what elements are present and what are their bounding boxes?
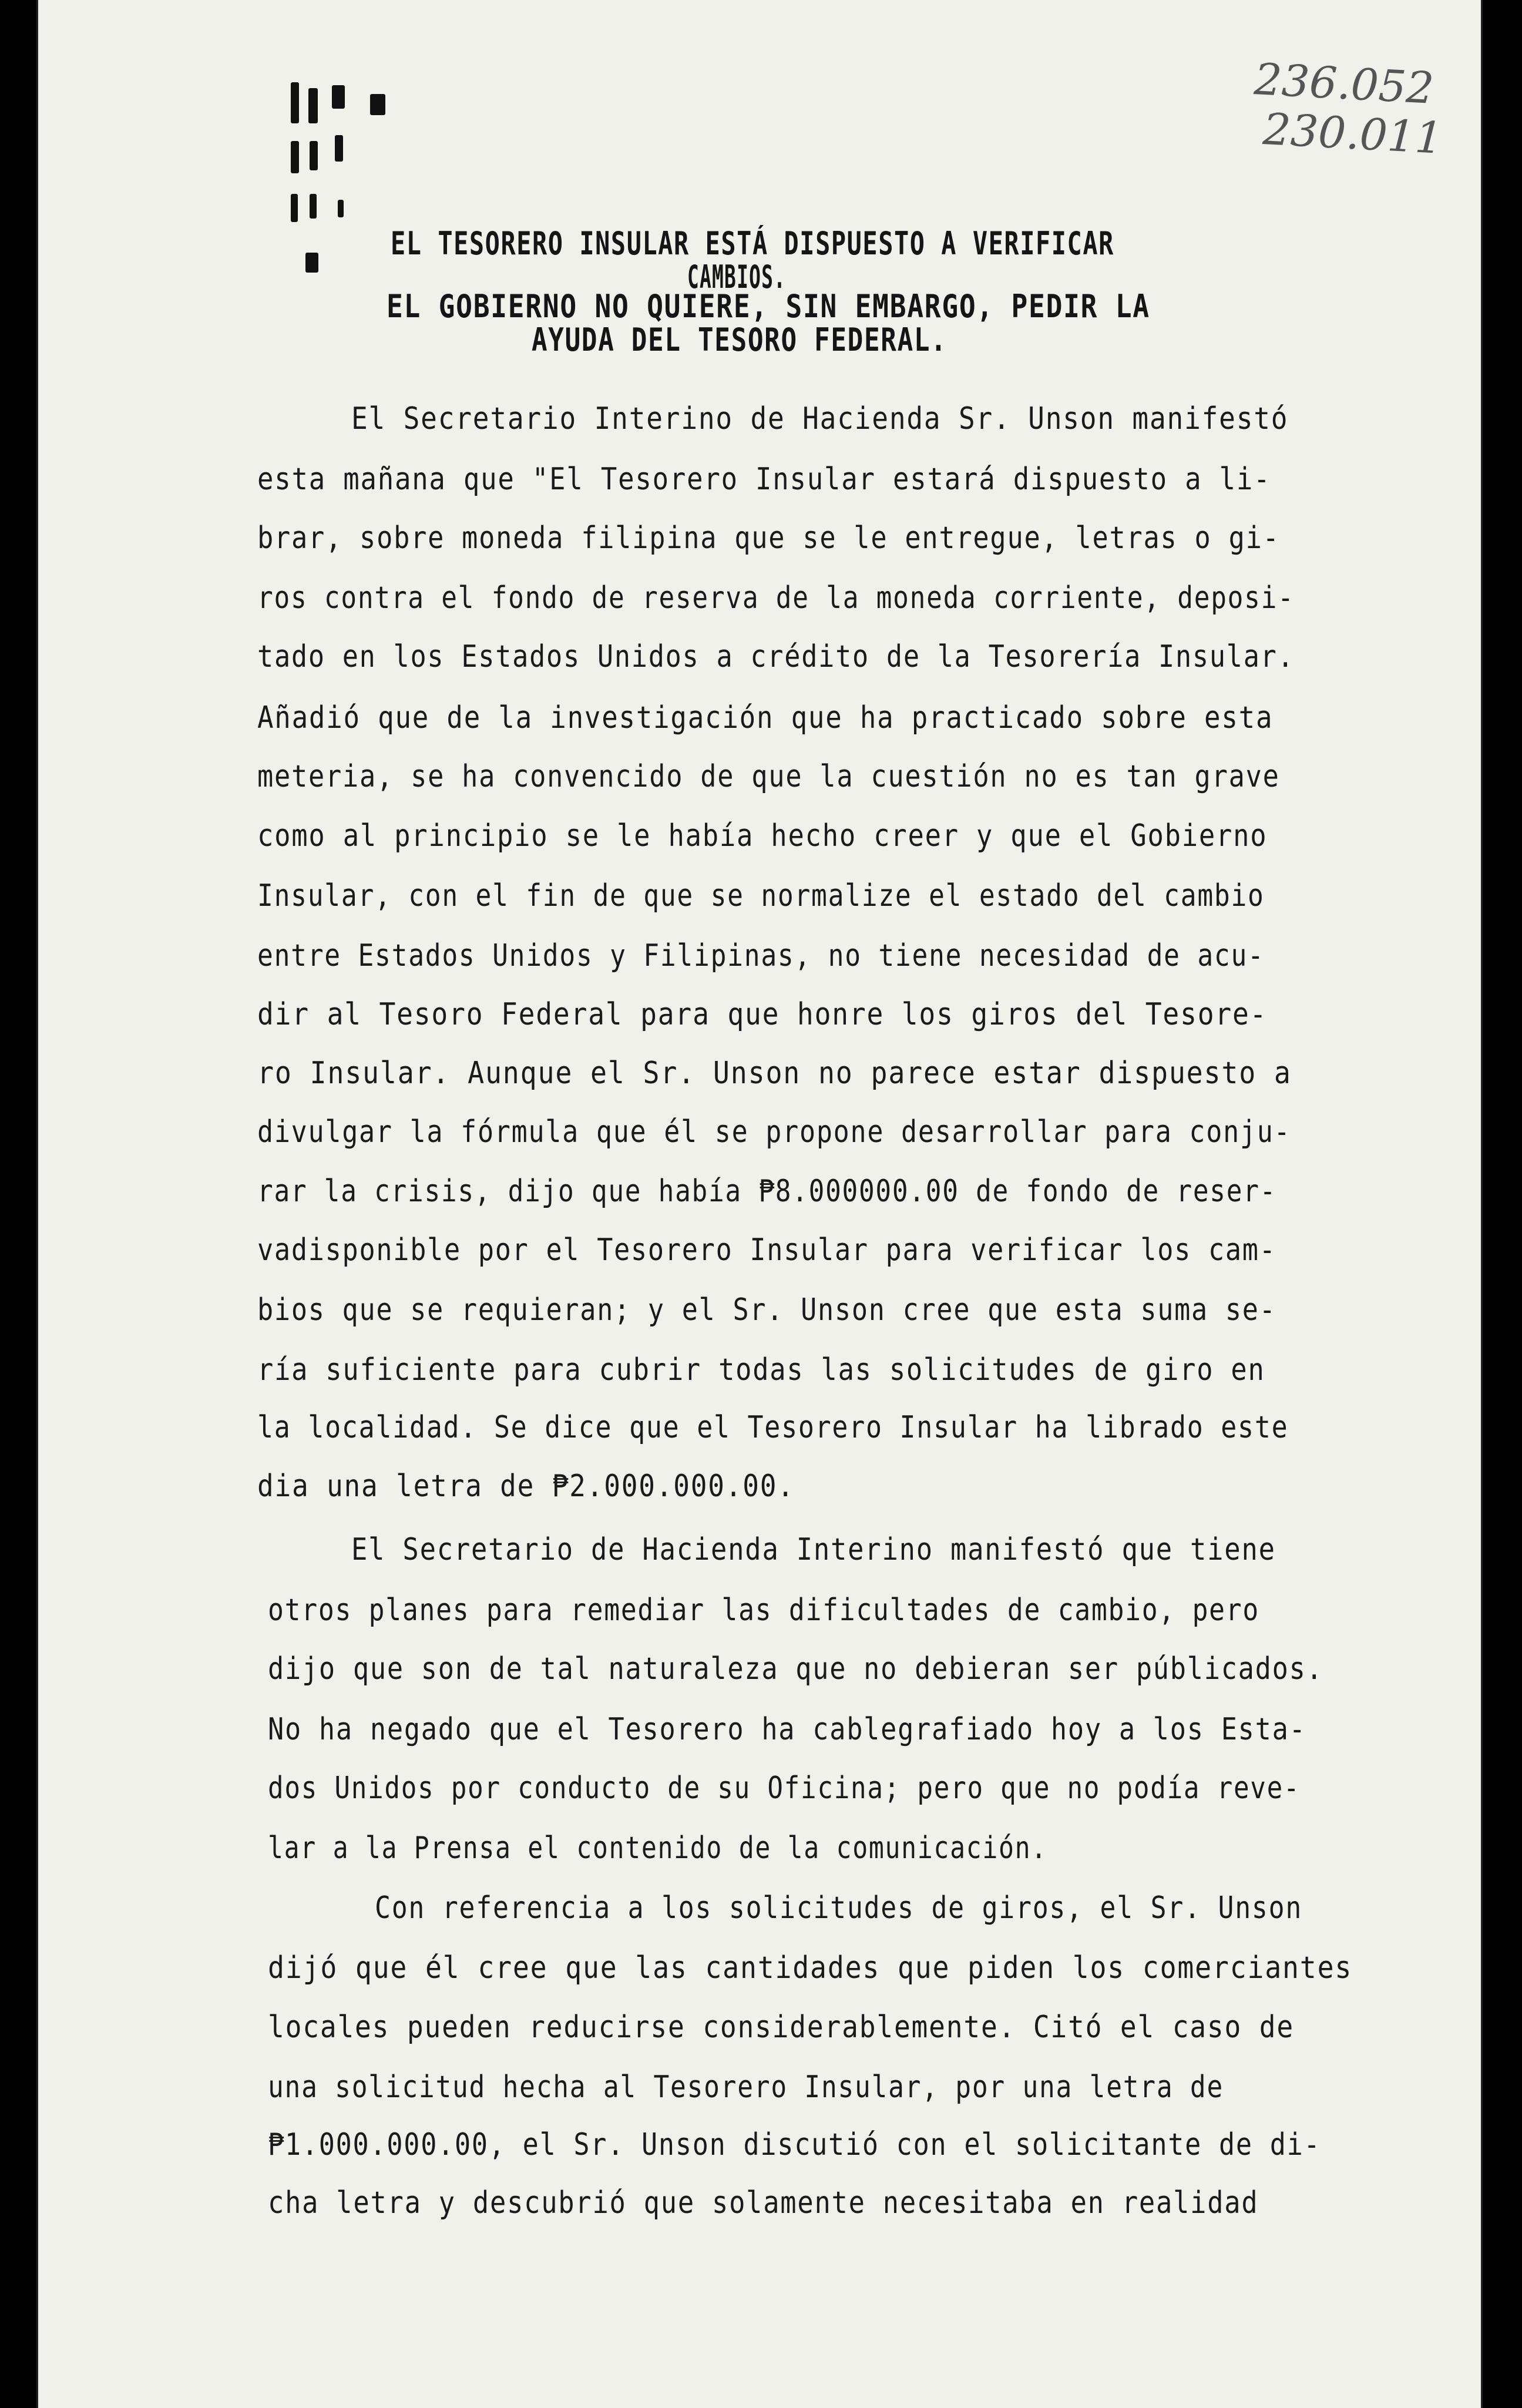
body-line: como al principio se le había hecho creer y que el Gobierno bbox=[257, 818, 1268, 854]
body-line: ros contra el fondo de reserva de la moneda corriente, deposi- bbox=[257, 580, 1295, 616]
body-line: dijó que él cree que las cantidades que piden los comerciantes bbox=[268, 1950, 1353, 1986]
body-line: No ha negado que el Tesorero ha cablegrafiado hoy a los Esta- bbox=[268, 1712, 1306, 1747]
archive-number-note-2: 230.011 bbox=[1261, 104, 1444, 164]
body-line: una solicitud hecha al Tesorero Insular, por una letra de bbox=[268, 2070, 1224, 2105]
heading-line-4: AYUDA DEL TESORO FEDERAL. bbox=[532, 321, 948, 358]
body-line: ro Insular. Aunque el Sr. Unson no parece estar dispuesto a bbox=[257, 1056, 1292, 1091]
body-line: la localidad. Se dice que el Tesorero Insular ha librado este bbox=[257, 1410, 1289, 1445]
body-line: ₱1.000.000.00, el Sr. Unson discutió con el solicitante de di- bbox=[268, 2127, 1321, 2162]
body-line: dijo que son de tal naturaleza que no debieran ser públicados. bbox=[268, 1651, 1323, 1687]
body-line: vadisponible por el Tesorero Insular para verificar los cam- bbox=[257, 1232, 1276, 1268]
body-line: dia una letra de ₱2.000.000.00. bbox=[257, 1469, 795, 1504]
body-line: meteria, se ha convencido de que la cuestión no es tan grave bbox=[257, 759, 1280, 794]
body-line: divulgar la fórmula que él se propone desarrollar para conju- bbox=[257, 1114, 1291, 1150]
body-line: dos Unidos por conducto de su Oficina; pero que no podía reve- bbox=[268, 1771, 1301, 1806]
body-line: entre Estados Unidos y Filipinas, no tiene necesidad de acu- bbox=[257, 938, 1265, 973]
body-line: Añadió que de la investigación que ha practicado sobre esta bbox=[257, 700, 1274, 736]
heading-line-1: EL TESORERO INSULAR ESTÁ DISPUESTO A VERIFICAR bbox=[391, 225, 1114, 262]
heading-line-2: CAMBIOS. bbox=[687, 258, 787, 295]
body-line: Insular, con el fin de que se normalize el estado del cambio bbox=[257, 878, 1265, 914]
body-line: dir al Tesoro Federal para que honre los giros del Tesore- bbox=[257, 997, 1268, 1032]
body-line: bios que se requieran; y el Sr. Unson cree que esta suma se- bbox=[257, 1292, 1276, 1328]
body-line: esta mañana que "El Tesorero Insular estará dispuesto a li- bbox=[257, 462, 1271, 497]
body-line: tado en los Estados Unidos a crédito de la Tesorería Insular. bbox=[257, 639, 1295, 674]
body-line: otros planes para remediar las dificultades de cambio, pero bbox=[268, 1593, 1260, 1628]
heading-line-3: EL GOBIERNO NO QUIERE, SIN EMBARGO, PEDIR LA bbox=[387, 288, 1150, 325]
archive-number-note: 236.052 bbox=[1252, 54, 1436, 114]
document-page bbox=[36, 0, 1483, 2408]
body-line: locales pueden reducirse considerablemente. Citó el caso de bbox=[268, 2010, 1294, 2045]
body-line: Con referencia a los solicitudes de giros, el Sr. Unson bbox=[375, 1890, 1303, 1926]
body-line: ría suficiente para cubrir todas las solicitudes de giro en bbox=[257, 1352, 1265, 1388]
body-line: lar a la Prensa el contenido de la comunicación. bbox=[268, 1831, 1047, 1866]
body-line: El Secretario de Hacienda Interino manifestó que tiene bbox=[351, 1532, 1276, 1567]
body-line: rar la crisis, dijo que había ₱8.000000.00 de fondo de reser- bbox=[257, 1174, 1277, 1209]
body-line: cha letra y descubrió que solamente necesitaba en realidad bbox=[268, 2185, 1259, 2221]
body-line: brar, sobre moneda filipina que se le entregue, letras o gi- bbox=[257, 520, 1280, 556]
body-line: El Secretario Interino de Hacienda Sr. Unson manifestó bbox=[351, 401, 1289, 436]
